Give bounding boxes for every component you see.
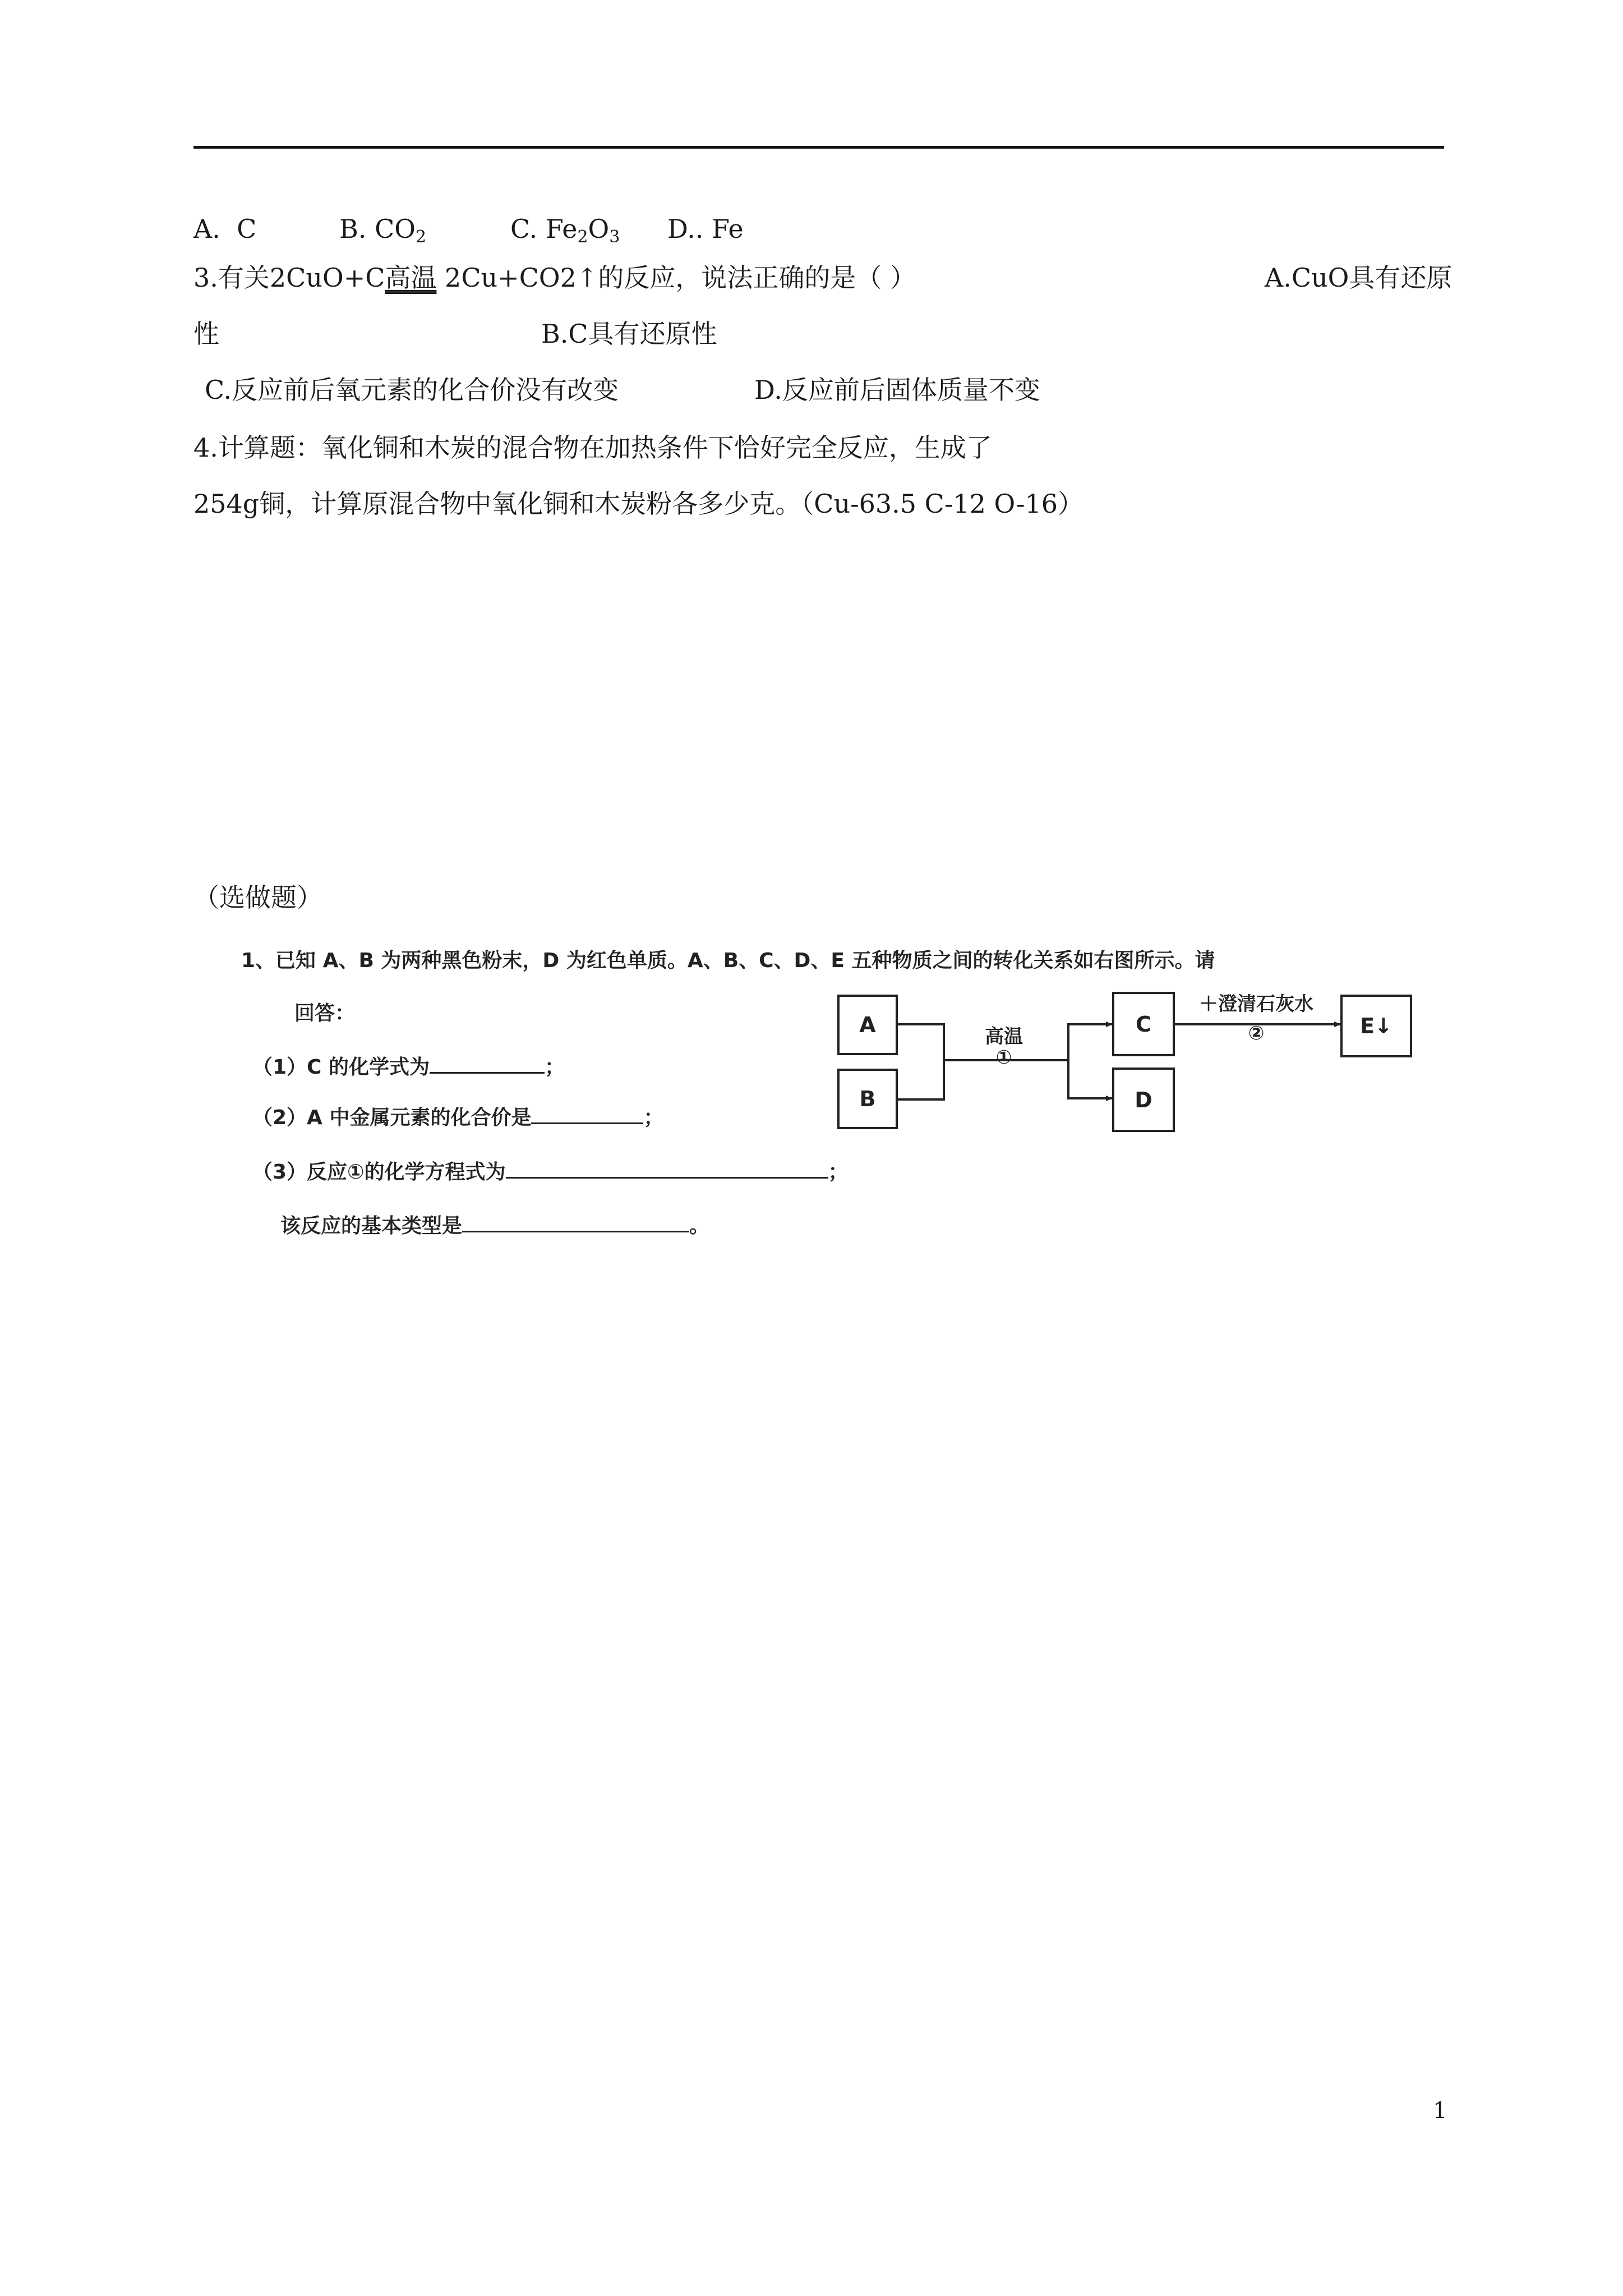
diagram-box-e: E↓ — [1340, 995, 1412, 1057]
diagram-step-1: ① — [995, 1046, 1012, 1069]
diagram-box-b: B — [837, 1069, 898, 1129]
q4-line2: 254g铜，计算原混合物中氧化铜和木炭粉各多少克。（Cu-63.5 C-12 O-16） — [193, 489, 1084, 519]
optional-sub3-suffix: ； — [828, 1161, 849, 1184]
optional-q1-line2: 回答： — [294, 1002, 356, 1025]
connector-a — [896, 1024, 944, 1060]
q3-option-d: D.反应前后固体质量不变 — [754, 375, 1040, 405]
diagram-step-2: ② — [1248, 1022, 1265, 1045]
optional-sub1-suffix: ； — [545, 1056, 565, 1079]
diagram-box-a: A — [837, 995, 898, 1055]
q2-option-c-formula-2: O — [588, 214, 610, 244]
optional-sub1-prefix: （1）C 的化学式为 — [252, 1056, 430, 1079]
q2-option-c-formula-1: Fe — [545, 214, 578, 244]
connector-b — [896, 1060, 944, 1099]
optional-q1-line1: 1、已知 A、B 为两种黑色粉末，D 为红色单质。A、B、C、D、E 五种物质之间的转化关系如右图所示。请 — [241, 949, 1215, 972]
optional-sub4-suffix: 。 — [689, 1214, 710, 1237]
answer-blank-reaction-type[interactable] — [462, 1211, 689, 1232]
q2-option-c-subscript-2: 3 — [609, 227, 620, 247]
optional-sub3-prefix: （3）反应①的化学方程式为 — [252, 1161, 506, 1184]
q4-line1: 4.计算题：氧化铜和木炭的混合物在加热条件下恰好完全反应，生成了 — [193, 432, 992, 463]
q3-option-a-line2: 性 — [193, 319, 219, 349]
q3-prefix: 3.有关2CuO+C — [193, 263, 385, 293]
q2-option-c-label: C. — [510, 214, 538, 244]
q2-option-a-label: A. — [193, 214, 220, 244]
arrow-to-d — [1068, 1060, 1112, 1098]
q2-option-b-label: B. — [339, 214, 367, 244]
q3-option-b: B.C具有还原性 — [541, 319, 717, 349]
q2-option-b-subscript: 2 — [415, 227, 427, 247]
q2-option-a-value: C — [237, 214, 257, 244]
q2-option-d-label: D.. — [667, 214, 704, 244]
q3-condition: 高温 — [385, 263, 437, 293]
optional-sub2-prefix: （2）A 中金属元素的化合价是 — [252, 1106, 532, 1129]
q3-option-c: C.反应前后氧元素的化合价没有改变 — [205, 375, 619, 405]
q2-option-b-formula: CO — [375, 214, 416, 244]
diagram-condition-1: 高温 — [985, 1025, 1023, 1048]
diagram-box-d: D — [1112, 1068, 1175, 1132]
q3-option-a-line1: A.CuO具有还原 — [1265, 263, 1453, 293]
q2-option-d-value: Fe — [712, 214, 744, 244]
q2-option-c-subscript-1: 2 — [577, 227, 588, 247]
diagram-reagent-2: ＋澄清石灰水 — [1199, 993, 1313, 1015]
optional-heading: （选做题） — [193, 882, 322, 913]
optional-sub4-prefix: 该反应的基本类型是 — [280, 1214, 463, 1237]
q3-suffix: 2Cu+CO2↑的反应，说法正确的是（ ） — [436, 263, 916, 293]
optional-sub4 — [280, 1211, 709, 1240]
diagram-box-c: C — [1112, 992, 1175, 1056]
page-number: 1 — [1433, 2098, 1447, 2124]
arrow-to-c — [1068, 1024, 1112, 1060]
optional-sub2-suffix: ； — [643, 1106, 664, 1129]
